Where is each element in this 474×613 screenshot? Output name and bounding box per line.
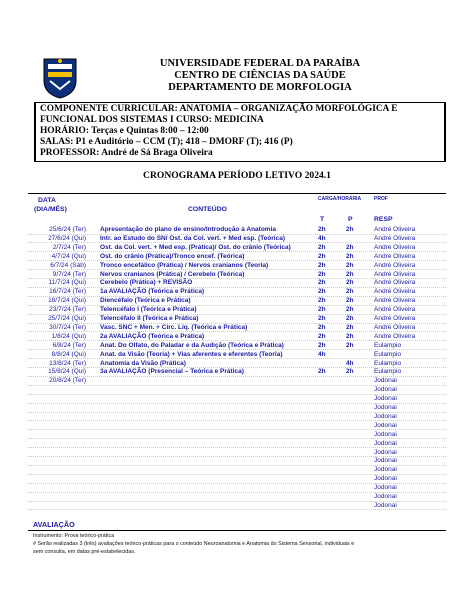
row-responsible: Jodonai (374, 395, 397, 403)
row-responsible: André Oliveira (374, 332, 416, 340)
evaluation-rule: # Serão realizadas 3 (três) avaliações teórico-práticas para o conteúdo Neuroanatomia e Anatomia do Sistema Sensorial, individuais e (33, 541, 355, 547)
row-theory-hours: 2h (318, 288, 326, 296)
row-responsible: Jodonai (374, 466, 397, 474)
row-responsible: André Oliveira (374, 297, 416, 305)
row-practice-hours: 2h (346, 261, 354, 269)
row-responsible: Jodonai (374, 457, 397, 465)
row-date: 25/6/24 (Ter) (49, 226, 86, 233)
row-content: Cerebelo (Prática) + REVISÃO (100, 279, 193, 287)
col-prof-header: PROF (374, 196, 388, 202)
row-responsible: André Oliveira (374, 315, 416, 322)
row-practice-hours: 2h (346, 288, 354, 296)
row-content: 2a AVALIAÇÃO (Teórica e Prática) (100, 332, 205, 340)
row-responsible: André Oliveira (374, 243, 416, 251)
row-practice-hours: 2h (346, 270, 354, 278)
university-logo (40, 55, 80, 99)
row-theory-hours: 2h (318, 368, 326, 376)
row-theory-hours: 2h (318, 332, 326, 340)
row-practice-hours: 2h (346, 323, 354, 331)
row-responsible: Jodonai (374, 475, 397, 483)
row-theory-hours: 4h (318, 350, 326, 358)
row-date: 6/7/24 (Sáb) (50, 261, 86, 269)
department-name: DEPARTAMENTO DE MORFOLOGIA (168, 82, 352, 93)
row-content: Diencéfalo (Teórica e Prática) (100, 297, 191, 305)
row-date: 4/7/24 (Qui) (51, 252, 86, 260)
course-rooms: SALAS: P1 e Auditório – CCM (T); 418 – DMORF (T); 416 (P) (40, 137, 293, 147)
row-date: 27/6/24 (Qui) (48, 234, 86, 242)
row-content: Anat. Do Olfato, do Paladar e da Audição (Teórica e Prática) (100, 341, 284, 349)
row-responsible: Jodonai (374, 412, 397, 420)
course-schedule: HORÁRIO: Terças e Quintas 8:00 – 12:00 (40, 126, 209, 136)
row-practice-hours: 2h (346, 341, 354, 349)
row-responsible: Jodonai (374, 377, 397, 385)
row-date: 2/7/24 (Ter) (52, 243, 86, 251)
center-name: CENTRO DE CIÊNCIAS DA SAÚDE (174, 70, 346, 81)
row-practice-hours: 2h (346, 306, 354, 314)
course-component: COMPONENTE CURRICULAR: ANATOMIA – ORGANIZAÇÃO MORFOLÓGICA E (40, 104, 398, 114)
row-content: Ost. do crânio (Prática)/Tronco encef. (Teórica) (100, 252, 245, 260)
row-responsible: Eulampio (374, 359, 402, 367)
row-content: Vasc. SNC + Men. + Circ. Liq. (Teórica e Prática) (100, 323, 248, 331)
row-date: 25/7/24 (Qui) (48, 315, 86, 322)
row-theory-hours: 2h (318, 243, 326, 251)
row-responsible: Eulampio (374, 368, 402, 376)
evaluation-instrument: Instrumento: Prova teórico-prática (33, 533, 115, 539)
row-content: Ost. da Col. vert. + Med esp. (Prática)/ Ost. do crânio (Teórica) (100, 243, 291, 251)
col-resp-header: RESP (374, 216, 393, 223)
row-date: 13/8/24 (Ter) (49, 359, 86, 367)
row-responsible: Eulampio (374, 350, 402, 358)
col-p-header: P (348, 216, 353, 223)
row-date: 6/8/24 (Ter) (52, 341, 86, 349)
row-content: Anat. da Visão (Teoria) + Vias aferentes e eferentes (Teoria) (100, 350, 283, 358)
row-practice-hours: 2h (346, 279, 354, 287)
row-responsible: Jodonai (374, 448, 397, 456)
row-responsible: Eulampio (374, 341, 402, 349)
row-responsible: Jodonai (374, 421, 397, 429)
row-responsible: Jodonai (374, 404, 397, 411)
row-responsible: André Oliveira (374, 288, 416, 296)
row-date: 16/7/24 (Ter) (49, 288, 86, 296)
row-date: 20/8/24 (Ter) (49, 377, 86, 385)
row-practice-hours: 2h (346, 315, 354, 322)
row-theory-hours: 2h (318, 323, 326, 331)
row-responsible: Jodonai (374, 493, 397, 500)
col-data-header: DATA (38, 197, 56, 204)
row-content: Tronco encefálico (Prática) / Nervos cranianos (Teoria) (100, 261, 269, 269)
row-content: Anatomia da Visão (Prática) (100, 359, 186, 367)
col-carga-header: CARGA/HORÁRIA (318, 196, 362, 202)
row-practice-hours: 2h (346, 368, 354, 376)
university-name: UNIVERSIDADE FEDERAL DA PARAÍBA (159, 58, 361, 69)
evaluation-heading: AVALIAÇÃO (33, 520, 75, 529)
row-practice-hours: 2h (346, 297, 354, 305)
row-theory-hours: 4h (318, 234, 326, 242)
row-responsible: Jodonai (374, 484, 397, 492)
row-date: 18/7/24 (Qui) (48, 297, 86, 305)
table-top-line (28, 193, 446, 194)
col-t-header: T (320, 216, 325, 223)
row-theory-hours: 2h (318, 226, 326, 233)
row-content: Intr. ao Estudo do SN/ Ost. da Col. vert. + Med esp. (Teórica) (100, 234, 285, 242)
row-responsible: André Oliveira (374, 279, 416, 287)
row-date: 1/8/24 (Qui) (51, 332, 86, 340)
row-theory-hours: 2h (318, 252, 326, 260)
row-date: 30/7/24 (Ter) (49, 323, 86, 331)
row-content: Nervos cranianos (Prática) / Cerebelo (Teórica) (100, 270, 245, 278)
row-practice-hours: 2h (346, 243, 354, 251)
row-responsible: Jodonai (374, 501, 397, 509)
row-responsible: André Oliveira (374, 252, 416, 260)
course-professor: PROFESSOR: André de Sá Braga Oliveira (40, 148, 213, 158)
row-practice-hours: 2h (346, 332, 354, 340)
row-practice-hours: 2h (346, 252, 354, 260)
row-content: Apresentação do plano de ensino/Introdução à Anatomia (100, 226, 277, 233)
evaluation-rule-cont: sem consulta, em datas pré-estabelecidas. (33, 549, 136, 555)
row-responsible: Jodonai (374, 386, 397, 394)
row-date: 15/8/24 (Qui) (48, 368, 86, 376)
row-content: 3a AVALIAÇÃO (Presencial – Teórica e Prática) (100, 368, 244, 376)
row-responsible: André Oliveira (374, 323, 416, 331)
row-content: 1a AVALIAÇÃO (Teórica e Prática) (100, 288, 205, 296)
row-date: 11/7/24 (Qui) (48, 279, 86, 287)
row-practice-hours: 2h (346, 226, 354, 233)
row-theory-hours: 2h (318, 297, 326, 305)
row-responsible: Jodonai (374, 430, 397, 438)
row-theory-hours: 2h (318, 315, 326, 322)
course-component-cont: FUNCIONAL DOS SISTEMAS I CURSO: MEDICINA (40, 115, 264, 125)
row-date: 23/7/24 (Ter) (49, 306, 86, 314)
row-theory-hours: 2h (318, 270, 326, 278)
row-theory-hours: 2h (318, 306, 326, 314)
row-date: 9/7/24 (Ter) (52, 270, 86, 278)
schedule-title: CRONOGRAMA PERÍODO LETIVO 2024.1 (143, 170, 331, 181)
row-practice-hours: 4h (346, 359, 354, 367)
col-diames-header: (DIA/MÊS) (34, 206, 67, 213)
row-responsible: André Oliveira (374, 234, 416, 242)
row-theory-hours: 2h (318, 341, 326, 349)
row-date: 8/8/24 (Qui) (51, 350, 86, 358)
row-theory-hours: 2h (318, 279, 326, 287)
row-content: Telencéfalo I (Teórica e Prática) (100, 306, 197, 314)
row-content: Telencéfalo II (Teórica e Prática) (100, 315, 199, 322)
row-responsible: André Oliveira (374, 270, 416, 278)
row-responsible: André Oliveira (374, 226, 416, 233)
row-responsible: Jodonai (374, 439, 397, 447)
evaluation-divider (28, 530, 446, 531)
row-theory-hours: 2h (318, 261, 326, 269)
row-responsible: André Oliveira (374, 261, 416, 269)
col-conteudo-header: CONTEÚDO (188, 206, 227, 213)
row-responsible: André Oliveira (374, 306, 416, 314)
